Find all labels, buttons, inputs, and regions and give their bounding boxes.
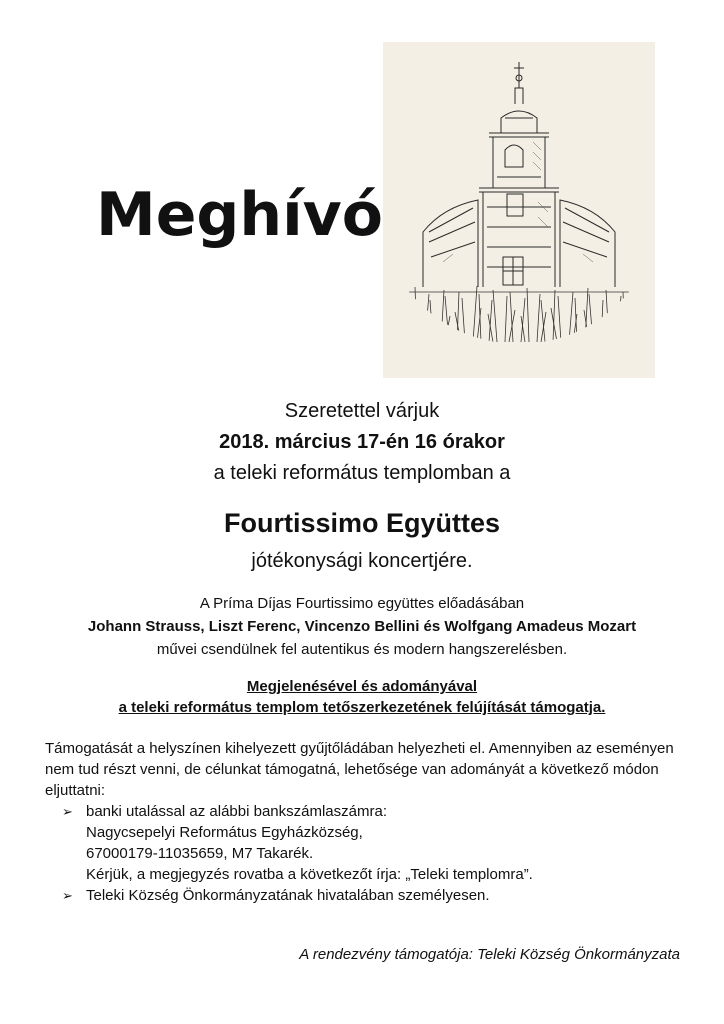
event-type: jótékonysági koncertjére. <box>251 550 473 572</box>
event-date: 2018. március 17-én 16 órakor <box>219 431 505 453</box>
program-description: művei csendülnek fel autentikus és modern hangszerelésben. <box>156 641 568 658</box>
program-intro: A Príma Díjas Fourtissimo együttes előadásában <box>199 595 525 612</box>
list-item <box>62 801 682 822</box>
donation-paragraph: Támogatását a helyszínen kihelyezett gyűjtőládában helyezheti el. Amennyiben az eseményen nem tud részt venni, de célunkat támogatná, lehetősége van adományát a következő módon eljuttatni: <box>45 740 674 799</box>
list-item <box>62 885 682 906</box>
transfer-note: Kérjük, a megjegyzés rovatba a következőt írja: „Teleki templomra”. <box>86 866 533 883</box>
sponsor-footer: A rendezvény támogatója: Teleki Község Önkormányzata <box>299 946 680 963</box>
program-composers: Johann Strauss, Liszt Ferenc, Vincenzo Bellini és Wolfgang Amadeus Mozart <box>87 618 637 635</box>
ensemble-name: Fourtissimo Együttes <box>223 508 501 538</box>
event-place: a teleki református templomban a <box>213 462 511 484</box>
donation-options <box>62 801 682 906</box>
greeting-line: Szeretettel várjuk <box>284 400 440 422</box>
church-sketch-icon <box>383 42 655 378</box>
bank-transfer-option: banki utalással az alábbi bankszámlaszámra: <box>86 803 387 820</box>
bank-account-number: 67000179-11035659, M7 Takarék. <box>86 845 314 862</box>
support-line-2: a teleki református templom tetőszerkezetének felújítását támogatja. <box>118 699 606 716</box>
in-person-option: Teleki Község Önkormányzatának hivatalában személyesen. <box>86 887 490 904</box>
bank-account-holder: Nagycsepelyi Református Egyházközség, <box>86 824 363 841</box>
arrow-bullet-icon: ➢ <box>62 804 73 819</box>
support-line-1: Megjelenésével és adományával <box>246 678 478 695</box>
arrow-bullet-icon: ➢ <box>62 888 73 903</box>
page-title: Meghívó <box>96 180 383 250</box>
